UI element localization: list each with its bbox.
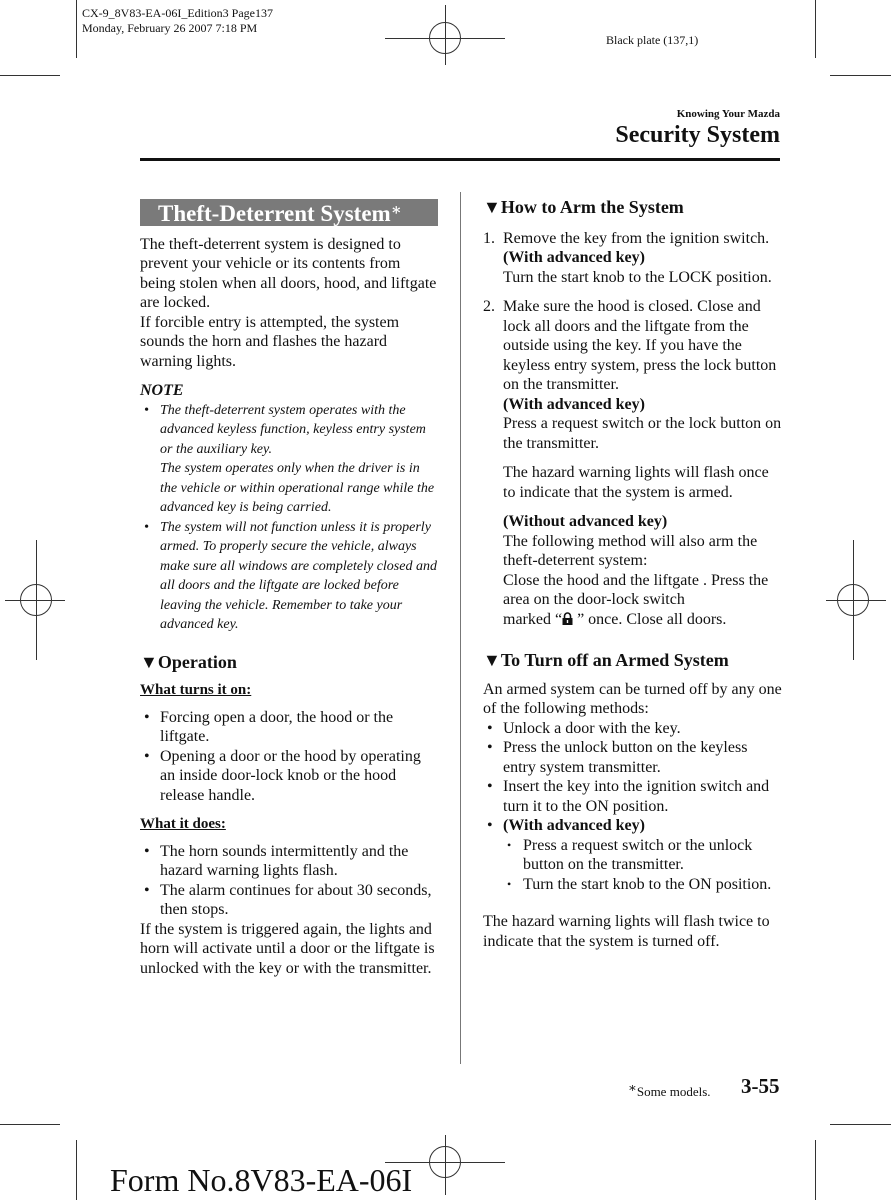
arm-steps xyxy=(483,229,783,630)
step-text: The following method will also arm the theft-deterrent system: xyxy=(503,532,758,569)
step-text: Turn the start knob to the LOCK position. xyxy=(503,268,772,286)
lock-icon xyxy=(562,612,573,625)
asterisk-icon: ∗ xyxy=(628,1080,637,1095)
step-text: Press a request switch or the lock button on the transmitter. xyxy=(503,415,782,452)
note-text: The system will not function unless it is properly armed. To properly secure the vehicle, always make sure all windows are completely closed and all doors and the liftgate are locked before leaving the vehicle. Remember to take your advanced key. xyxy=(160,519,437,632)
arm-heading-text: How to Arm the System xyxy=(500,197,684,217)
list-subheading: (With advanced key) xyxy=(503,817,645,834)
asterisk-icon: ∗ xyxy=(390,202,402,219)
registration-mark-icon xyxy=(837,584,869,616)
turn-off-intro: An armed system can be turned off by any one of the following methods: xyxy=(483,680,782,717)
list-item: • Turn the start knob to the ON position. xyxy=(483,875,783,895)
registration-mark-icon xyxy=(429,1146,461,1178)
step-subheading: (Without advanced key) xyxy=(503,513,668,530)
list-item: • The horn sounds intermittently and the hazard warning lights flash. xyxy=(140,842,438,881)
crop-mark xyxy=(815,0,816,58)
note-text: The theft-deterrent system operates with the advanced keyless function, keyless entry system or the auxiliary key. xyxy=(160,402,426,457)
operation-heading-text: Operation xyxy=(157,651,237,672)
right-column xyxy=(483,198,783,951)
turn-off-heading xyxy=(483,651,783,671)
plate-label: Black plate (137,1) xyxy=(606,33,699,47)
job-info xyxy=(82,6,273,36)
date-line: Monday, February 26 2007 7:18 PM xyxy=(82,21,258,35)
triangle-marker-icon: ▼ xyxy=(483,197,501,217)
job-line: CX-9_8V83-EA-06I_Edition3 Page137 xyxy=(82,6,273,20)
turn-off-sublist xyxy=(483,836,783,895)
step-text: The hazard warning lights will flash once to indicate that the system is armed. xyxy=(503,464,769,501)
step-subheading: (With advanced key) xyxy=(503,249,645,266)
list-item: • Press the unlock button on the keyless entry system transmitter. xyxy=(483,738,783,777)
triangle-marker-icon: ▼ xyxy=(483,650,501,670)
turn-off-after: The hazard warning lights will flash twice to indicate that the system is turned off. xyxy=(483,913,770,950)
section-heading: Theft-Deterrent System xyxy=(158,201,391,226)
turns-on-list xyxy=(140,708,438,806)
page-title: Security System xyxy=(615,122,780,148)
list-item: • Opening a door or the hood by operating an inside door-lock knob or the hood release handle. xyxy=(140,747,438,806)
list-item: • Forcing open a door, the hood or the liftgate. xyxy=(140,708,438,747)
left-column xyxy=(140,199,438,978)
step-number: 2. xyxy=(483,298,495,315)
step-text: Close the hood and the liftgate . Press the area on the door-lock switch xyxy=(503,571,769,608)
step-item xyxy=(483,229,783,288)
section-label: Knowing Your Mazda xyxy=(676,108,780,120)
note-label: NOTE xyxy=(140,382,184,399)
intro-paragraph: The theft-deterrent system is designed to prevent your vehicle or its contents from being stolen when all doors, hood, and liftgate are locked. xyxy=(140,235,437,311)
crop-mark xyxy=(76,1140,77,1200)
note-text: The system operates only when the driver is in the vehicle or within operational range while the advanced key is being carried. xyxy=(160,461,435,515)
turns-on-label: What turns it on: xyxy=(140,682,252,698)
registration-mark-icon xyxy=(20,584,52,616)
marked-prefix: marked “ xyxy=(503,610,563,628)
step-text: Make sure the hood is closed. Close and lock all doors and the liftgate from the outside using the key. If you have the keyless entry system, press the lock button on the transmitter. xyxy=(503,298,777,393)
marked-suffix: ” once. Close all doors. xyxy=(573,610,727,628)
what-it-does-list xyxy=(140,842,438,920)
registration-mark-icon xyxy=(429,22,461,54)
list-item xyxy=(140,518,438,635)
operation-heading xyxy=(140,653,438,673)
arm-heading xyxy=(483,198,783,218)
step-subheading: (With advanced key) xyxy=(503,395,645,413)
list-item: • The alarm continues for about 30 seconds, then stops. xyxy=(140,881,438,920)
list-item xyxy=(140,401,438,518)
form-number: Form No.8V83-EA-06I xyxy=(110,1162,413,1198)
triangle-marker-icon: ▼ xyxy=(140,651,158,672)
what-it-does-label: What it does: xyxy=(140,816,226,832)
step-text xyxy=(503,610,783,630)
crop-mark xyxy=(830,75,891,76)
intro-paragraph: If forcible entry is attempted, the system sounds the horn and flashes the hazard warning lights. xyxy=(140,313,400,370)
list-item: • Press a request switch or the unlock button on the transmitter. xyxy=(483,836,783,875)
turn-off-heading-text: To Turn off an Armed System xyxy=(500,650,729,670)
crop-mark xyxy=(815,1140,816,1200)
after-paragraph: If the system is triggered again, the lights and horn will activate until a door or the liftgate is unlocked with the key or with the transmitter. xyxy=(140,920,435,977)
note-list xyxy=(140,401,438,635)
crop-mark xyxy=(76,0,77,58)
footnote xyxy=(628,1080,711,1100)
crop-mark xyxy=(830,1124,891,1125)
list-item: • Unlock a door with the key. xyxy=(483,719,783,739)
list-item xyxy=(483,816,783,836)
section-heading-box xyxy=(140,199,438,226)
step-number: 1. xyxy=(483,229,495,247)
column-divider xyxy=(460,192,461,1064)
header-rule xyxy=(140,158,780,161)
crop-mark xyxy=(0,1124,60,1125)
crop-mark xyxy=(0,75,60,76)
page-number: 3-55 xyxy=(741,1074,780,1098)
step-item xyxy=(483,297,783,629)
footnote-text: Some models. xyxy=(636,1084,711,1099)
turn-off-list xyxy=(483,719,783,836)
step-text: Remove the key from the ignition switch. xyxy=(503,229,770,247)
list-item: • Insert the key into the ignition switch and turn it to the ON position. xyxy=(483,777,783,816)
